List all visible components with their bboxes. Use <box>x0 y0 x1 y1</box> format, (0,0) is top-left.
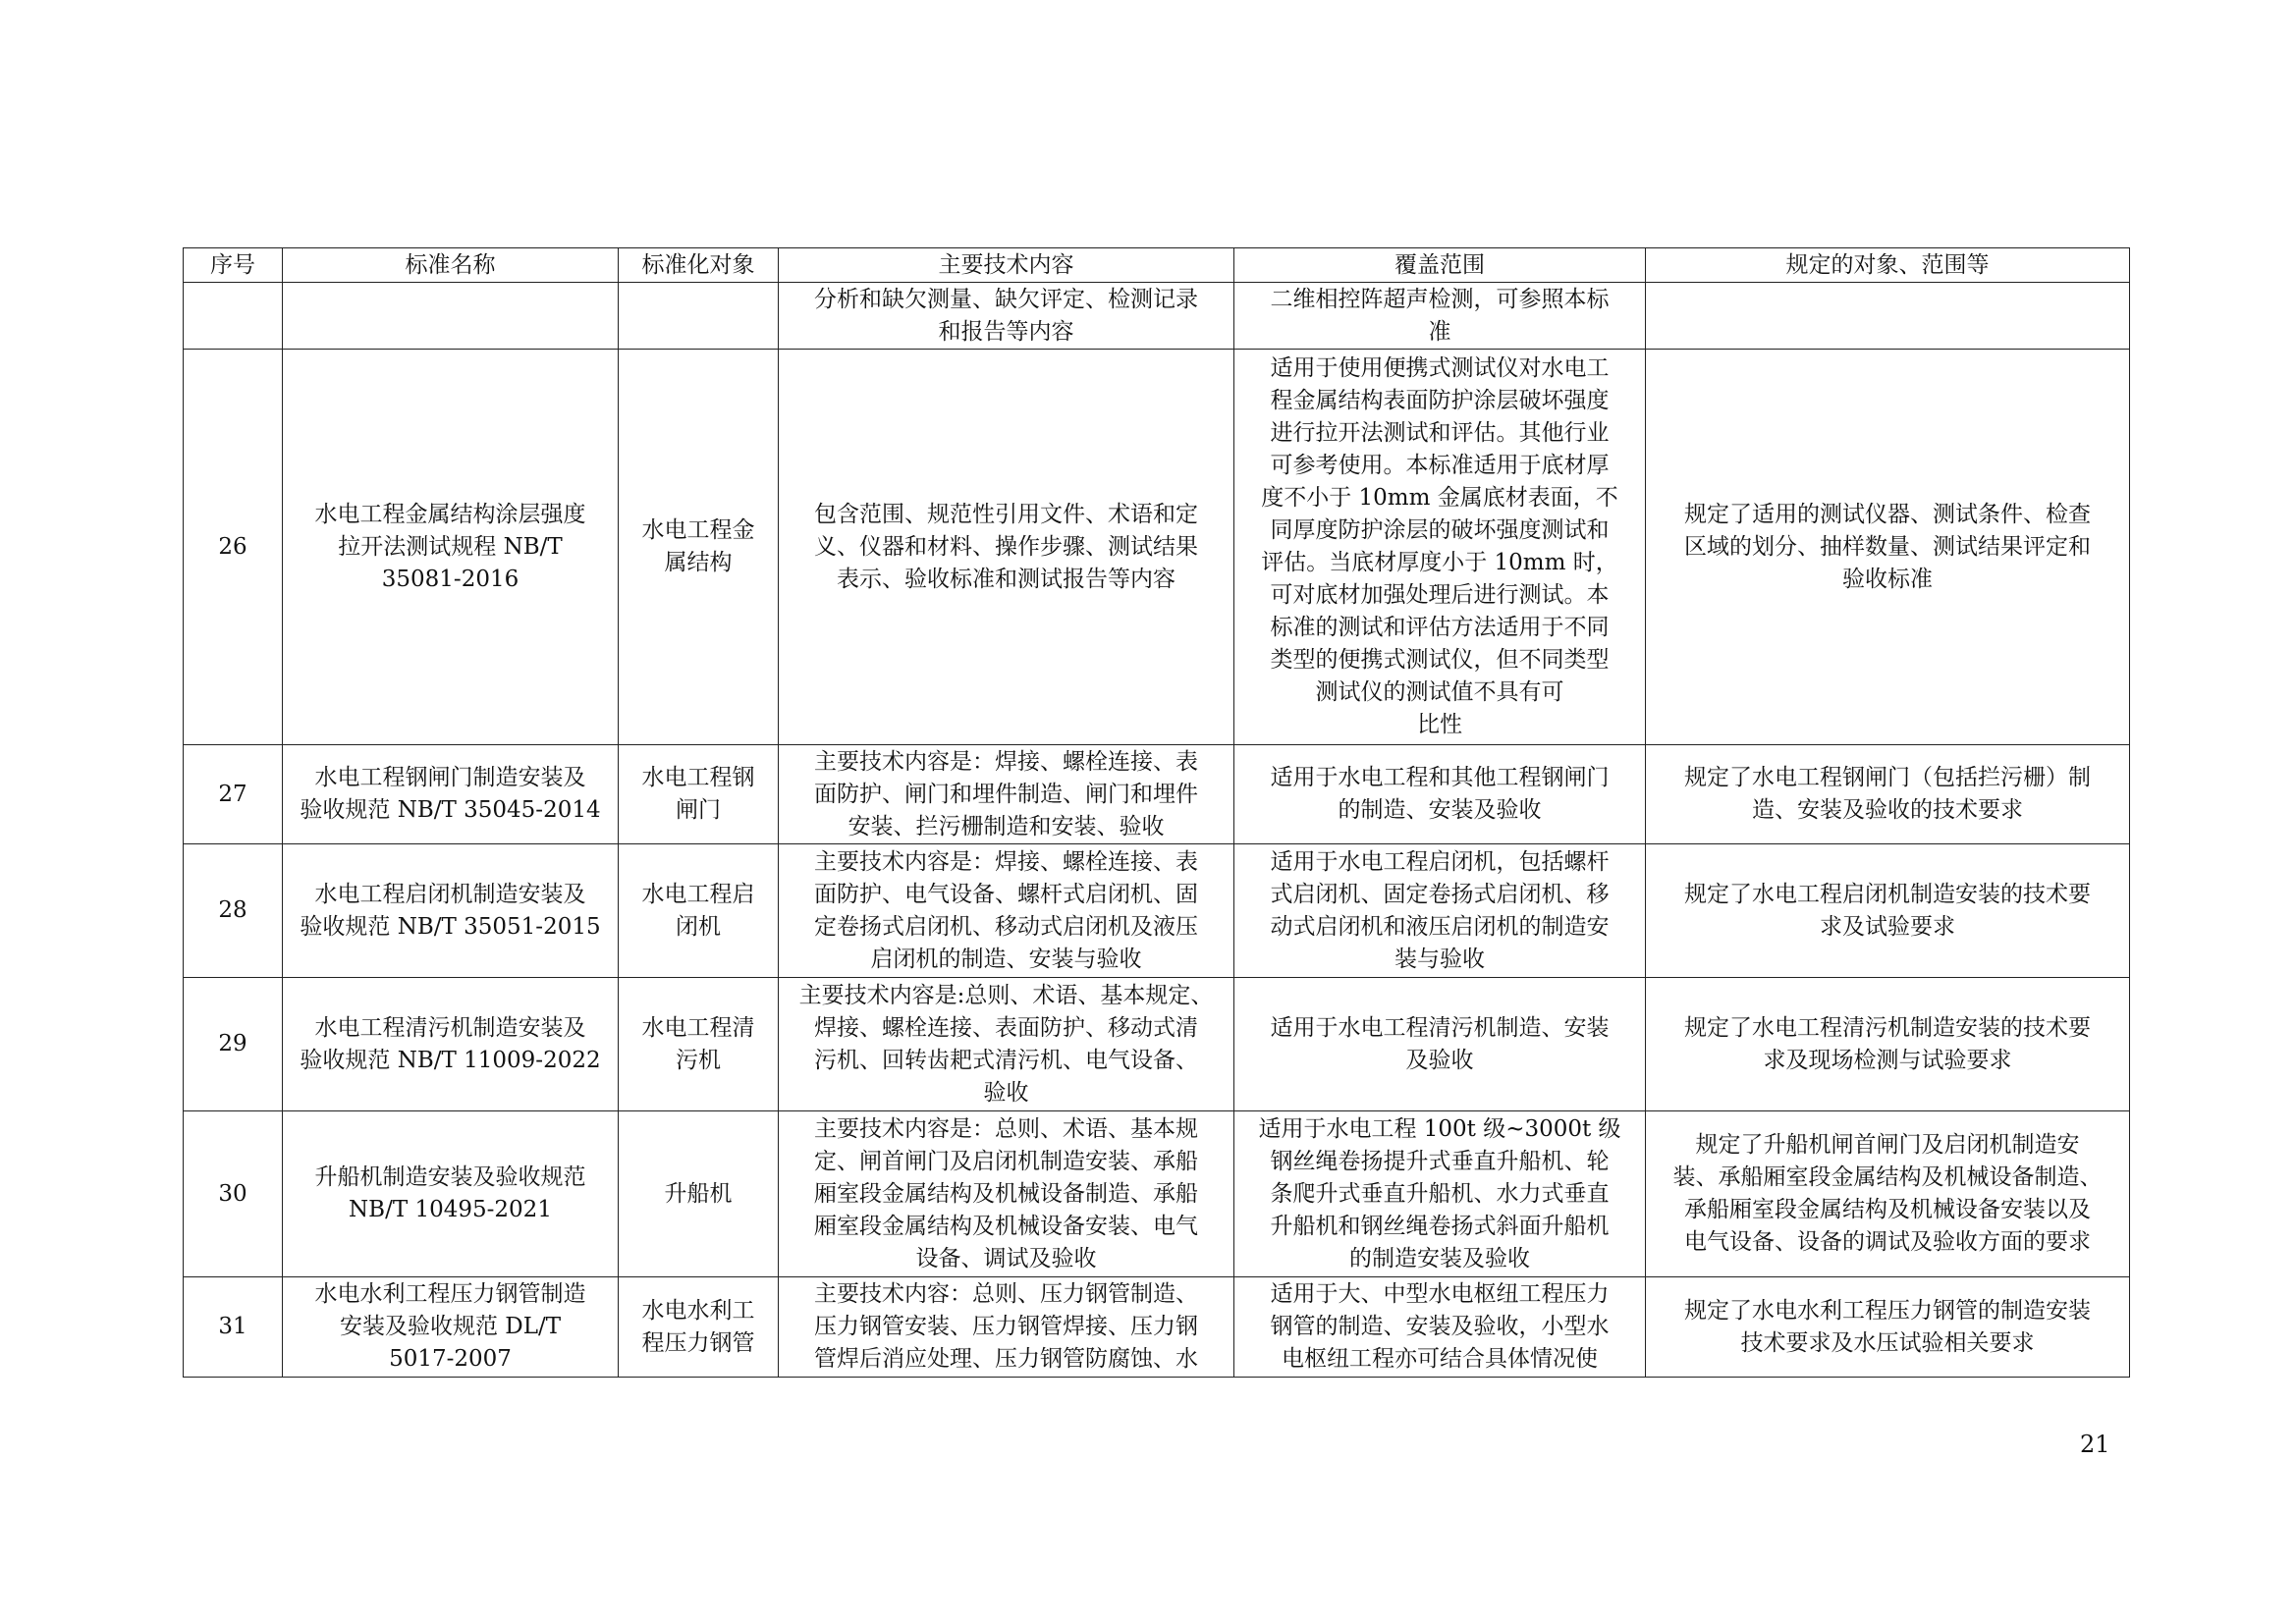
cell-spec: 规定了水电工程清污机制造安装的技术要 求及现场检测与试验要求 <box>1646 978 2130 1111</box>
cell-serial: 26 <box>184 350 283 745</box>
header-specified-objects: 规定的对象、范围等 <box>1646 248 2130 283</box>
cell-scope: 适用于水电工程和其他工程钢闸门 的制造、安装及验收 <box>1234 745 1646 844</box>
cell-spec: 规定了水电工程钢闸门（包括拦污栅）制 造、安装及验收的技术要求 <box>1646 745 2130 844</box>
cell-standard-name: 水电工程清污机制造安装及 验收规范 NB/T 11009-2022 <box>283 978 619 1111</box>
cell-scope: 适用于水电工程清污机制造、安装 及验收 <box>1234 978 1646 1111</box>
standards-table <box>183 247 2130 1378</box>
cell-standard-name: 水电工程金属结构涂层强度 拉开法测试规程 NB/T 35081-2016 <box>283 350 619 745</box>
table-header-row <box>184 248 2130 283</box>
cell-object: 水电工程金 属结构 <box>619 350 779 745</box>
cell-spec: 规定了水电水利工程压力钢管的制造安装 技术要求及水压试验相关要求 <box>1646 1277 2130 1378</box>
cell-object: 水电工程清 污机 <box>619 978 779 1111</box>
cell-object <box>619 283 779 350</box>
cell-spec: 规定了适用的测试仪器、测试条件、检查 区域的划分、抽样数量、测试结果评定和 验收标准 <box>1646 350 2130 745</box>
cell-scope: 二维相控阵超声检测，可参照本标 准 <box>1234 283 1646 350</box>
cell-spec: 规定了升船机闸首闸门及启闭机制造安 装、承船厢室段金属结构及机械设备制造、 承船厢室段金属结构及机械设备安装以及 电气设备、设备的调试及验收方面的要求 <box>1646 1111 2130 1277</box>
table-row <box>184 978 2130 1111</box>
cell-content: 主要技术内容是：焊接、螺栓连接、表 面防护、闸门和埋件制造、闸门和埋件 安装、拦污栅制造和安装、验收 <box>779 745 1234 844</box>
cell-scope: 适用于水电工程 100t 级~3000t 级 钢丝绳卷扬提升式垂直升船机、轮 条爬升式垂直升船机、水力式垂直 升船机和钢丝绳卷扬式斜面升船机 的制造安装及验收 <box>1234 1111 1646 1277</box>
cell-serial: 30 <box>184 1111 283 1277</box>
cell-scope: 适用于水电工程启闭机，包括螺杆 式启闭机、固定卷扬式启闭机、移 动式启闭机和液压启闭机的制造安 装与验收 <box>1234 844 1646 978</box>
table-row <box>184 350 2130 745</box>
table-row <box>184 844 2130 978</box>
cell-content: 主要技术内容：总则、压力钢管制造、 压力钢管安装、压力钢管焊接、压力钢 管焊后消应处理、压力钢管防腐蚀、水 <box>779 1277 1234 1378</box>
table-row <box>184 745 2130 844</box>
cell-content: 主要技术内容是:总则、术语、基本规定、 焊接、螺栓连接、表面防护、移动式清 污机、回转齿耙式清污机、电气设备、 验收 <box>779 978 1234 1111</box>
page-number: 21 <box>2080 1431 2110 1458</box>
cell-serial: 27 <box>184 745 283 844</box>
cell-content: 主要技术内容是：焊接、螺栓连接、表 面防护、电气设备、螺杆式启闭机、固 定卷扬式启闭机、移动式启闭机及液压 启闭机的制造、安装与验收 <box>779 844 1234 978</box>
table-row <box>184 1277 2130 1378</box>
table-row <box>184 283 2130 350</box>
cell-serial: 29 <box>184 978 283 1111</box>
cell-content: 分析和缺欠测量、缺欠评定、检测记录 和报告等内容 <box>779 283 1234 350</box>
cell-serial <box>184 283 283 350</box>
cell-object: 水电工程启 闭机 <box>619 844 779 978</box>
cell-standard-name <box>283 283 619 350</box>
header-serial: 序号 <box>184 248 283 283</box>
cell-spec: 规定了水电工程启闭机制造安装的技术要 求及试验要求 <box>1646 844 2130 978</box>
cell-scope: 适用于使用便携式测试仪对水电工 程金属结构表面防护涂层破坏强度 进行拉开法测试和评估。其他行业 可参考使用。本标准适用于底材厚 度不小于 10mm 金属底材表面，不 同厚度防护涂层的破坏强度测试和 评估。当底材厚度小于 10mm 时， 可对底材加强处理后进行测试。本 标准的测试和评估方法适用于不同 类型的便携式测试仪，但不同类型 测试仪的测试值不具有可 比性 <box>1234 350 1646 745</box>
cell-spec <box>1646 283 2130 350</box>
cell-content: 包含范围、规范性引用文件、术语和定 义、仪器和材料、操作步骤、测试结果 表示、验收标准和测试报告等内容 <box>779 350 1234 745</box>
cell-object: 水电水利工 程压力钢管 <box>619 1277 779 1378</box>
cell-content: 主要技术内容是：总则、术语、基本规 定、闸首闸门及启闭机制造安装、承船 厢室段金属结构及机械设备制造、承船 厢室段金属结构及机械设备安装、电气 设备、调试及验收 <box>779 1111 1234 1277</box>
header-standardization-object: 标准化对象 <box>619 248 779 283</box>
cell-standard-name: 水电工程启闭机制造安装及 验收规范 NB/T 35051-2015 <box>283 844 619 978</box>
cell-object: 升船机 <box>619 1111 779 1277</box>
cell-serial: 31 <box>184 1277 283 1378</box>
cell-object: 水电工程钢 闸门 <box>619 745 779 844</box>
cell-standard-name: 升船机制造安装及验收规范 NB/T 10495-2021 <box>283 1111 619 1277</box>
header-coverage-scope: 覆盖范围 <box>1234 248 1646 283</box>
header-standard-name: 标准名称 <box>283 248 619 283</box>
cell-scope: 适用于大、中型水电枢纽工程压力 钢管的制造、安装及验收，小型水 电枢纽工程亦可结合具体情况使 <box>1234 1277 1646 1378</box>
table-row <box>184 1111 2130 1277</box>
cell-serial: 28 <box>184 844 283 978</box>
cell-standard-name: 水电工程钢闸门制造安装及 验收规范 NB/T 35045-2014 <box>283 745 619 844</box>
header-main-technical-content: 主要技术内容 <box>779 248 1234 283</box>
cell-standard-name: 水电水利工程压力钢管制造 安装及验收规范 DL/T 5017-2007 <box>283 1277 619 1378</box>
